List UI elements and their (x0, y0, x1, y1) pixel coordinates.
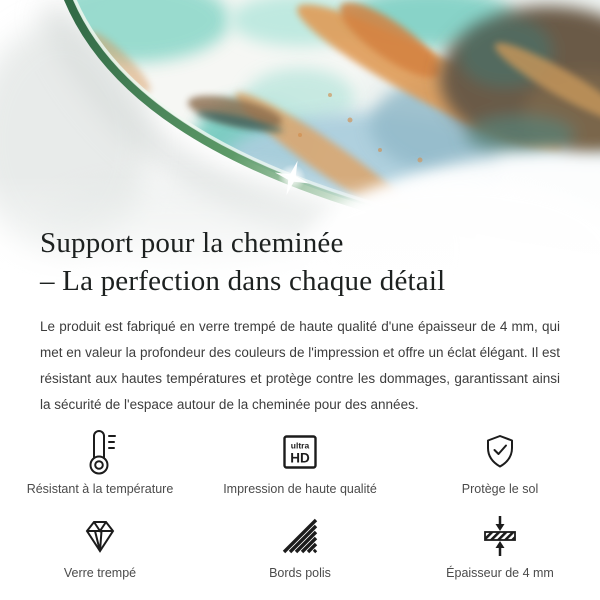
hd-label: HD (290, 450, 310, 466)
feature-grid (0, 428, 600, 580)
polished-edges-icon (281, 517, 319, 555)
feature-temperature (0, 428, 200, 496)
ultra-hd-icon (283, 435, 317, 469)
feature-label: Résistant à la température (26, 482, 174, 496)
feature-label: Impression de haute qualité (223, 482, 377, 496)
feature-label: Protège le sol (461, 482, 539, 496)
shield-check-icon (483, 433, 517, 471)
page-title (40, 224, 560, 300)
feature-floor-protection (400, 428, 600, 496)
ultra-label: ultra (290, 440, 310, 451)
feature-label: Bords polis (269, 566, 331, 580)
page-title-line1: Support pour la cheminée (40, 227, 344, 259)
product-description-text: Le produit est fabriqué en verre trempé de haute qualité d'une épaisseur de 4 mm, qui met en valeur la profondeur des couleurs de l'impression et offre un éclat élégant. Il est résistant aux hautes températures et protège contre les dommages, garantissant ainsi la sécurité de l'espace autour de la cheminée pour des années. (40, 319, 560, 412)
thickness-icon (480, 514, 520, 558)
diamond-icon (80, 517, 120, 555)
feature-polished-edges (200, 512, 400, 580)
feature-label: Verre trempé (63, 566, 137, 580)
feature-print-quality (200, 428, 400, 496)
feature-label: Épaisseur de 4 mm (446, 566, 554, 580)
thermometer-icon (82, 428, 118, 476)
feature-tempered-glass (0, 512, 200, 580)
feature-thickness (400, 512, 600, 580)
page-title-line2: – La perfection dans chaque détail (40, 265, 446, 297)
product-description-block (0, 224, 600, 580)
